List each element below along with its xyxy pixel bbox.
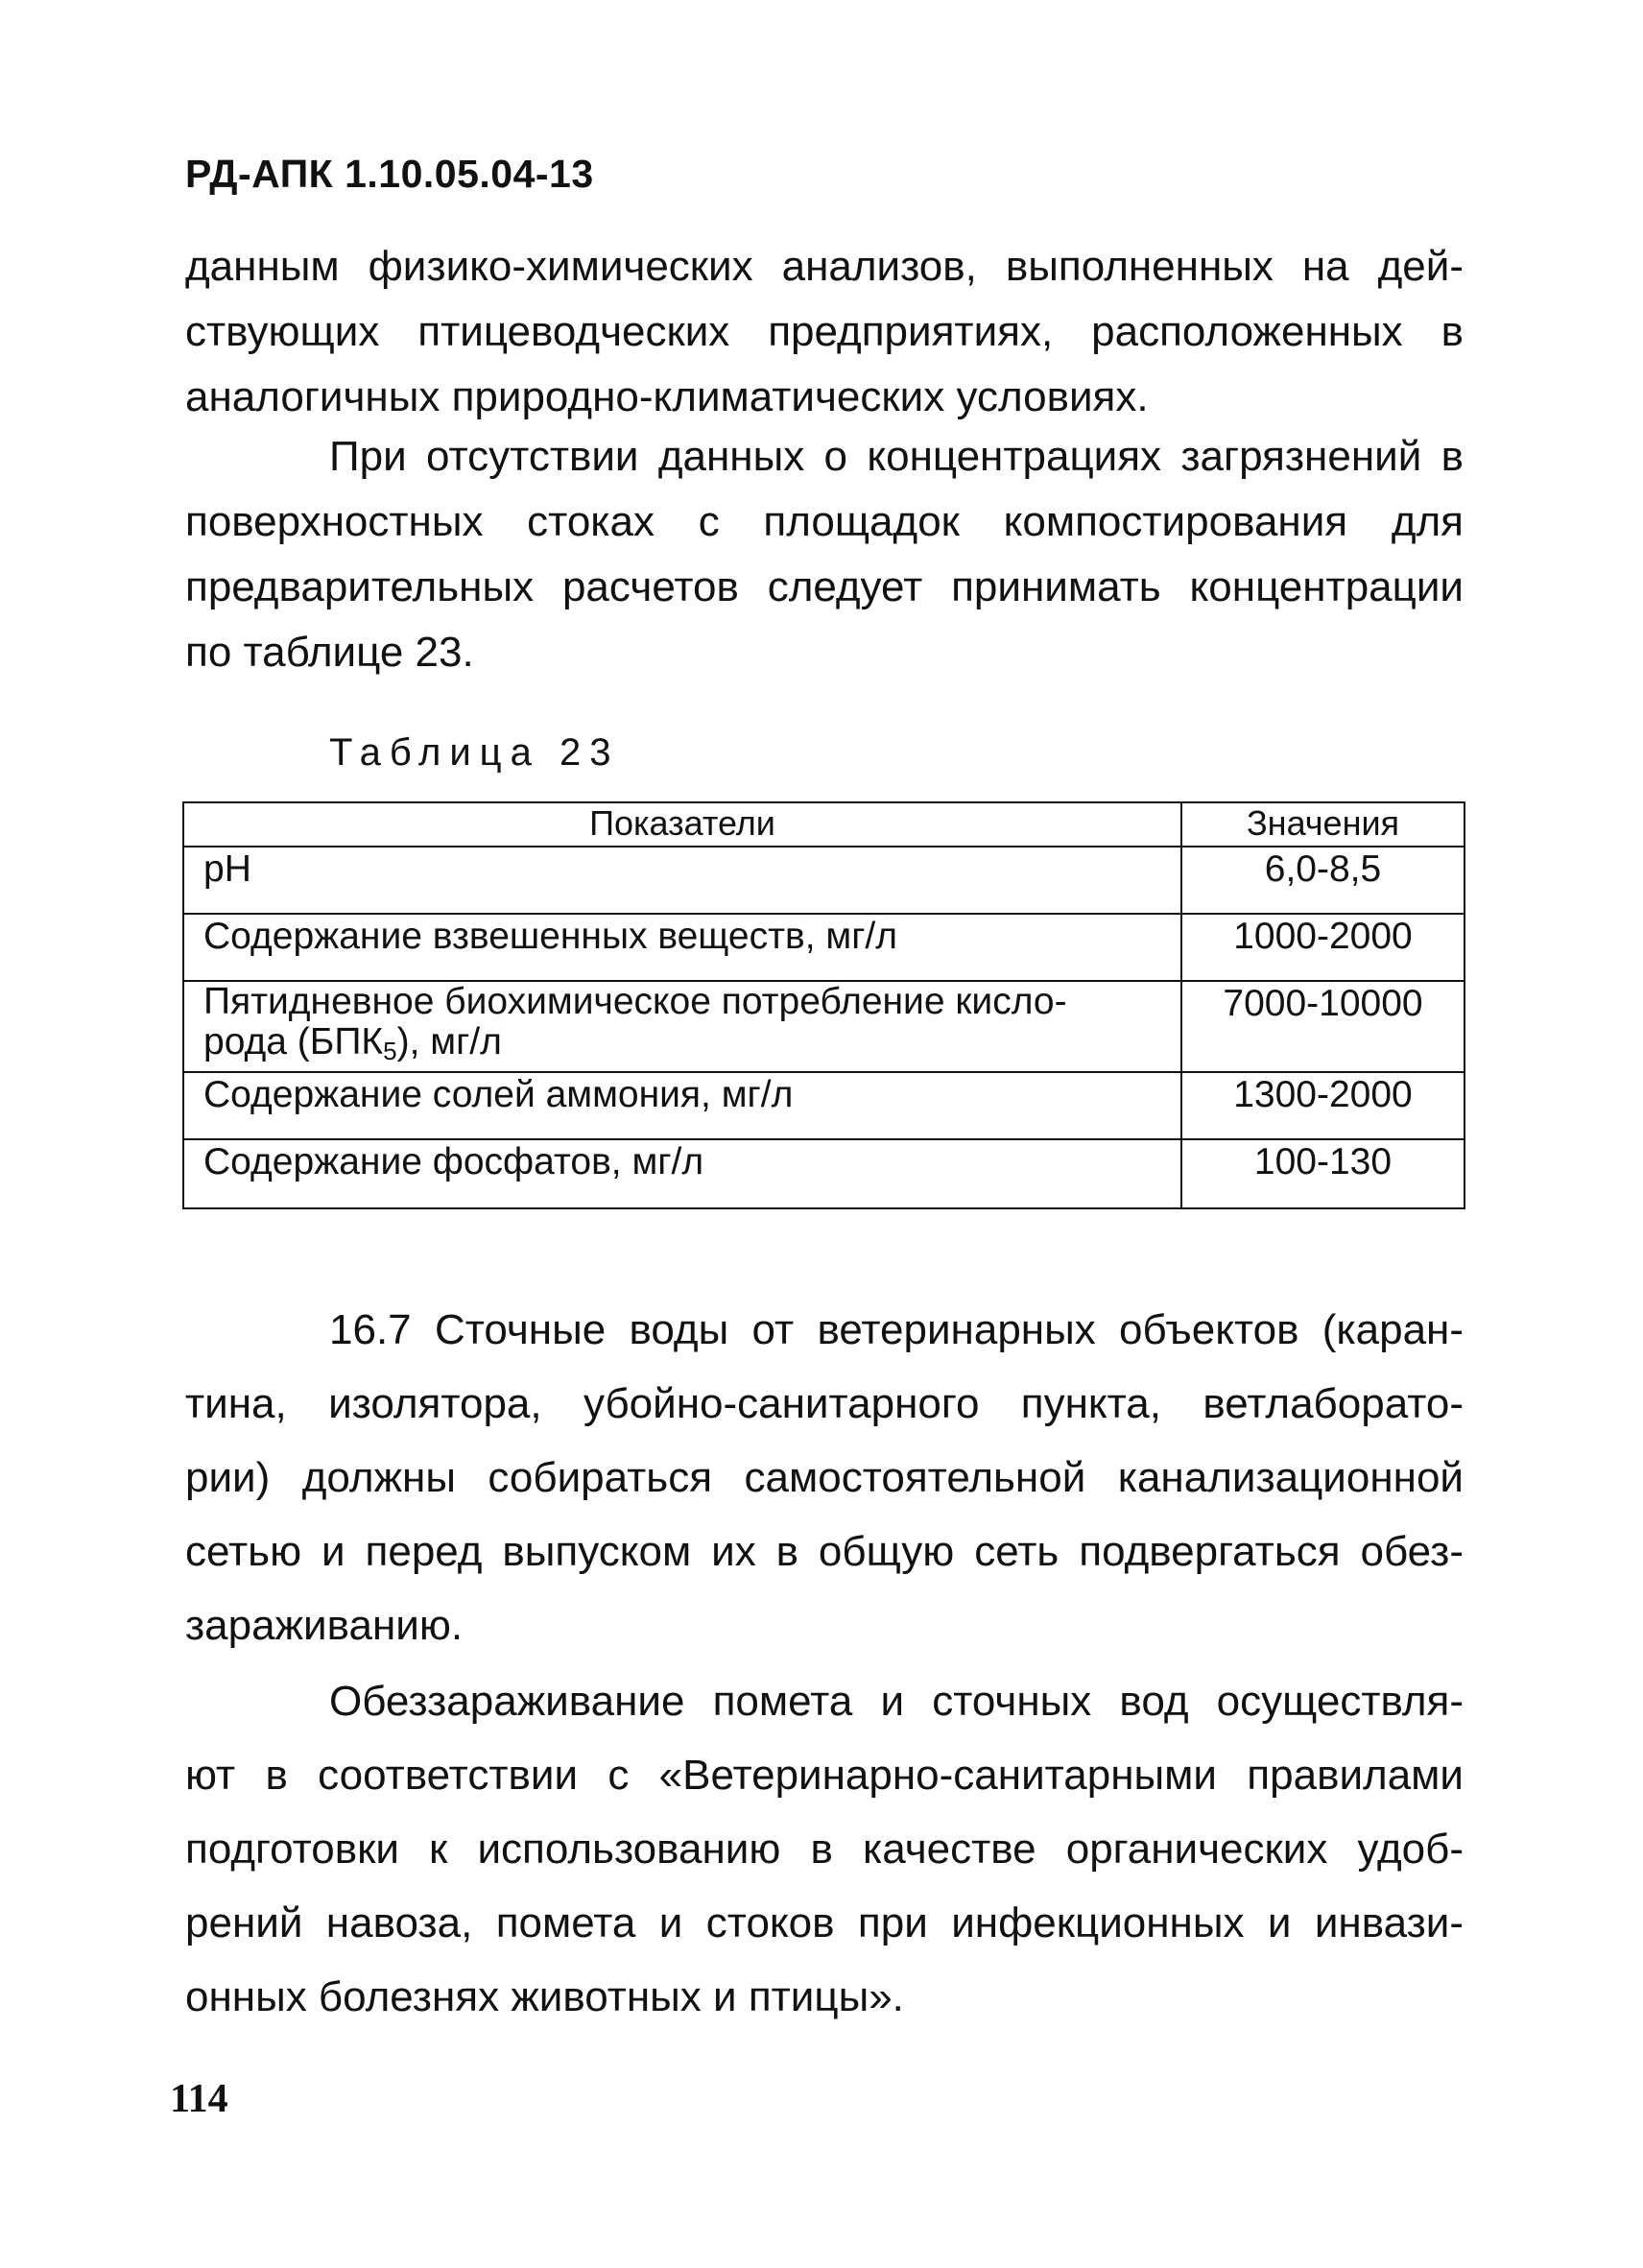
table-row [183, 981, 1464, 1072]
header-indicators: Показатели [183, 802, 1181, 847]
indicator-cell: Содержание фосфатов, мг/л [183, 1139, 1181, 1208]
table-row [183, 1072, 1464, 1139]
text-line: Обеззараживание помета и сточных вод осуществля- [329, 1678, 1464, 1725]
value-cell: 1000-2000 [1181, 914, 1464, 981]
text-line: аналогичных природно-климатических условиях. [185, 373, 1149, 420]
text-line: данным физико-химических анализов, выполненных на дей- [185, 243, 1464, 290]
value-cell: 100-130 [1181, 1139, 1464, 1208]
text-line: подготовки к использованию в качестве органических удоб- [185, 1826, 1464, 1873]
paragraph-disinfection [185, 1664, 1464, 2034]
text-line: 16.7 Сточные воды от ветеринарных объектов (каран- [329, 1306, 1464, 1353]
paragraph-missing-data [185, 424, 1464, 685]
text-line: зараживанию. [185, 1602, 464, 1649]
text-line: При отсутствии данных о концентрациях загрязнений в [329, 433, 1464, 480]
table-row [183, 847, 1464, 914]
text-line: ствующих птицеводческих предприятиях, расположенных в [185, 308, 1464, 355]
indicator-line-part: ), мг/л [396, 1021, 502, 1062]
indicator-line-part: рода (БПК [203, 1021, 384, 1062]
paragraph-continuation [185, 234, 1464, 430]
table-caption: Таблица 23 [329, 731, 620, 774]
text-line: онных болезнях животных и птицы». [185, 1973, 904, 2020]
value-cell: 6,0-8,5 [1181, 847, 1464, 914]
text-line: тина, изолятора, убойно-санитарного пункта, ветлаборато- [185, 1380, 1464, 1427]
indicator-cell [183, 981, 1181, 1072]
text-line: предварительных расчетов следует принимать концентрации [185, 563, 1464, 610]
page-number: 114 [170, 2077, 228, 2121]
indicator-line: Пятидневное биохимическое потребление кисло- [203, 981, 1067, 1022]
table-row [183, 1139, 1464, 1208]
table-row [183, 914, 1464, 981]
value-cell: 1300-2000 [1181, 1072, 1464, 1139]
concentrations-table [182, 801, 1465, 1209]
paragraph-16-7 [185, 1293, 1464, 1662]
indicator-cell: pH [183, 847, 1181, 914]
document-code-header: РД-АПК 1.10.05.04-13 [185, 152, 594, 196]
text-line: сетью и перед выпуском их в общую сеть подвергаться обез- [185, 1528, 1464, 1575]
text-line: поверхностных стоках с площадок компостирования для [185, 498, 1464, 545]
text-line: рений навоза, помета и стоков при инфекционных и инвази- [185, 1899, 1464, 1946]
indicator-cell: Содержание взвешенных веществ, мг/л [183, 914, 1181, 981]
text-line: ют в соответствии с «Ветеринарно-санитарными правилами [185, 1752, 1464, 1799]
subscript: 5 [383, 1037, 397, 1065]
value-cell: 7000-10000 [1181, 981, 1464, 1072]
text-line: рии) должны собираться самостоятельной канализационной [185, 1454, 1464, 1501]
table-header-row [183, 802, 1464, 847]
indicator-cell: Содержание солей аммония, мг/л [183, 1072, 1181, 1139]
header-values: Значения [1181, 802, 1464, 847]
text-line: по таблице 23. [185, 629, 474, 676]
